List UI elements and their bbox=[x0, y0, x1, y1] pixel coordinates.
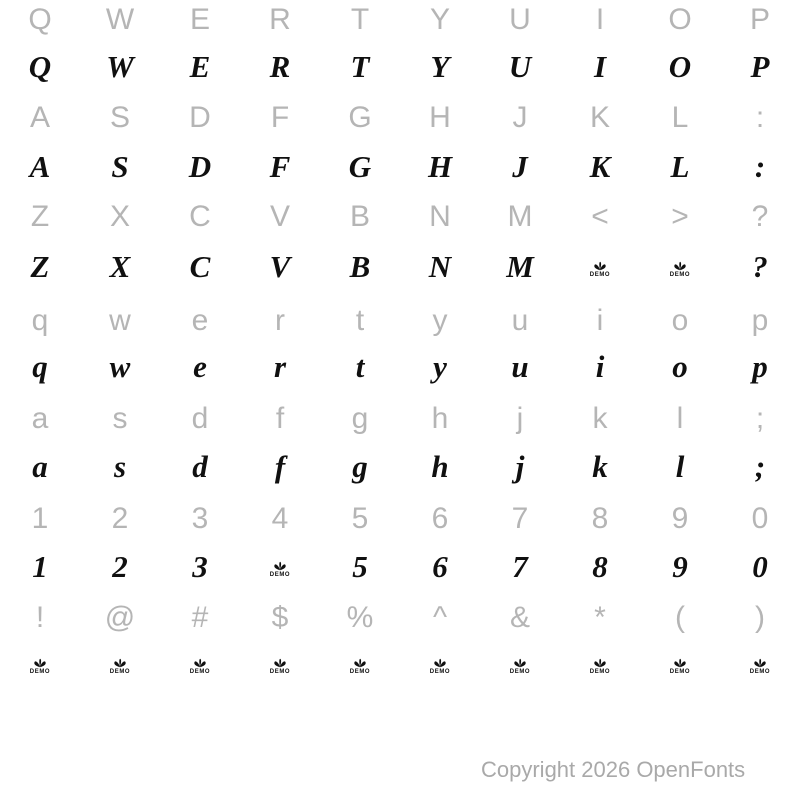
glyph-cell: d bbox=[191, 402, 209, 435]
glyph-cell: P bbox=[750, 48, 770, 84]
demo-placeholder-glyph bbox=[670, 657, 690, 675]
glyph-cell: 5 bbox=[351, 502, 369, 535]
glyph-cell: # bbox=[191, 601, 209, 634]
glyph-cell: j bbox=[516, 402, 524, 435]
glyph-cell: 2 bbox=[112, 548, 128, 584]
demo-placeholder-glyph bbox=[750, 657, 770, 675]
glyph-cell: u bbox=[511, 304, 529, 337]
glyph-cell: r bbox=[275, 304, 285, 337]
glyph-row-reference bbox=[0, 499, 800, 539]
glyph-cell: > bbox=[671, 200, 689, 233]
fleuron-icon bbox=[752, 657, 768, 668]
glyph-cell: R bbox=[269, 48, 291, 84]
glyph-cell: J bbox=[512, 101, 528, 134]
glyph-cell: M bbox=[506, 248, 534, 284]
demo-placeholder-glyph bbox=[590, 260, 610, 278]
glyph-cell: o bbox=[672, 348, 688, 384]
glyph-cell: K bbox=[589, 148, 611, 184]
glyph-row-reference bbox=[0, 301, 800, 341]
glyph-cell bbox=[560, 647, 640, 680]
glyph-cell: 8 bbox=[592, 548, 608, 584]
glyph-cell: L bbox=[671, 101, 689, 134]
fleuron-icon bbox=[432, 657, 448, 668]
glyph-cell: N bbox=[428, 248, 452, 284]
glyph-cell: W bbox=[106, 48, 134, 84]
glyph-cell: ( bbox=[675, 601, 685, 634]
glyph-cell: 9 bbox=[671, 502, 689, 535]
glyph-cell: 6 bbox=[431, 502, 449, 535]
glyph-cell: 0 bbox=[751, 502, 769, 535]
demo-placeholder-glyph bbox=[270, 560, 290, 578]
glyph-cell: U bbox=[508, 48, 532, 84]
demo-placeholder-glyph bbox=[430, 657, 450, 675]
glyph-cell: i bbox=[595, 348, 605, 384]
glyph-cell bbox=[640, 647, 720, 680]
glyph-cell: Z bbox=[30, 200, 50, 233]
glyph-cell: V bbox=[269, 200, 290, 233]
demo-placeholder-glyph bbox=[590, 657, 610, 675]
glyph-cell: R bbox=[269, 3, 291, 36]
glyph-cell: % bbox=[346, 601, 374, 634]
fleuron-icon bbox=[272, 657, 288, 668]
demo-label: DEMO bbox=[669, 668, 691, 675]
glyph-cell: I bbox=[595, 3, 605, 36]
fleuron-icon bbox=[112, 657, 128, 668]
glyph-row-reference bbox=[0, 98, 800, 138]
glyph-cell: i bbox=[596, 304, 604, 337]
glyph-cell: l bbox=[675, 448, 685, 484]
glyph-cell: * bbox=[594, 601, 606, 634]
glyph-cell: t bbox=[355, 304, 365, 337]
glyph-cell bbox=[480, 647, 560, 680]
fleuron-icon bbox=[672, 260, 688, 271]
demo-label: DEMO bbox=[749, 668, 771, 675]
glyph-cell: g bbox=[352, 448, 368, 484]
glyph-cell: J bbox=[512, 148, 528, 184]
demo-placeholder-glyph bbox=[350, 657, 370, 675]
demo-label: DEMO bbox=[109, 668, 131, 675]
glyph-cell: B bbox=[349, 200, 370, 233]
glyph-row-demo bbox=[0, 42, 800, 90]
glyph-cell: 4 bbox=[271, 502, 289, 535]
glyph-cell: 8 bbox=[591, 502, 609, 535]
fleuron-icon bbox=[32, 657, 48, 668]
glyph-cell: p bbox=[751, 304, 769, 337]
glyph-cell bbox=[400, 647, 480, 680]
demo-label: DEMO bbox=[269, 571, 291, 578]
glyph-cell: T bbox=[350, 3, 370, 36]
glyph-cell: h bbox=[431, 402, 449, 435]
glyph-cell: D bbox=[189, 101, 211, 134]
glyph-cell: Q bbox=[28, 3, 52, 36]
glyph-cell bbox=[160, 647, 240, 680]
glyph-cell: q bbox=[32, 348, 48, 384]
glyph-cell: G bbox=[348, 101, 372, 134]
glyph-cell: C bbox=[189, 248, 211, 284]
glyph-cell: L bbox=[670, 148, 690, 184]
fleuron-icon bbox=[592, 260, 608, 271]
glyph-cell: B bbox=[349, 248, 371, 284]
glyph-cell: S bbox=[109, 101, 130, 134]
glyph-cell: ; bbox=[755, 402, 765, 435]
glyph-cell: g bbox=[351, 402, 369, 435]
glyph-cell bbox=[0, 647, 80, 680]
glyph-cell: O bbox=[668, 48, 692, 84]
glyph-cell bbox=[80, 647, 160, 680]
glyph-cell: l bbox=[676, 402, 684, 435]
glyph-cell: H bbox=[429, 101, 451, 134]
demo-label: DEMO bbox=[269, 668, 291, 675]
glyph-cell: 7 bbox=[511, 502, 529, 535]
glyph-cell: A bbox=[29, 101, 50, 134]
glyph-row-demo bbox=[0, 442, 800, 490]
demo-placeholder-glyph bbox=[270, 657, 290, 675]
glyph-cell: < bbox=[591, 200, 609, 233]
glyph-cell: p bbox=[752, 348, 768, 384]
glyph-cell: E bbox=[189, 48, 211, 84]
glyph-cell: 3 bbox=[192, 548, 208, 584]
glyph-cell: t bbox=[355, 348, 365, 384]
glyph-cell: y bbox=[433, 348, 447, 384]
demo-placeholder-glyph bbox=[110, 657, 130, 675]
glyph-cell bbox=[240, 550, 320, 583]
fleuron-icon bbox=[352, 657, 368, 668]
glyph-cell: w bbox=[109, 348, 131, 384]
demo-placeholder-glyph bbox=[510, 657, 530, 675]
glyph-cell: I bbox=[593, 48, 607, 84]
glyph-cell: 9 bbox=[672, 548, 688, 584]
glyph-cell: $ bbox=[271, 601, 289, 634]
glyph-cell: ^ bbox=[432, 601, 448, 634]
glyph-cell: F bbox=[269, 148, 291, 184]
glyph-cell: ? bbox=[751, 200, 769, 233]
glyph-cell: 0 bbox=[752, 548, 768, 584]
glyph-row-demo bbox=[0, 242, 800, 290]
copyright-text: Copyright 2026 OpenFonts bbox=[481, 757, 746, 782]
glyph-cell: U bbox=[509, 3, 531, 36]
glyph-row-reference bbox=[0, 399, 800, 439]
glyph-row-reference bbox=[0, 197, 800, 237]
demo-label: DEMO bbox=[669, 271, 691, 278]
glyph-cell: o bbox=[671, 304, 689, 337]
demo-label: DEMO bbox=[29, 668, 51, 675]
glyph-cell bbox=[720, 647, 800, 680]
glyph-cell: O bbox=[668, 3, 692, 36]
glyph-cell bbox=[240, 647, 320, 680]
glyph-cell: E bbox=[189, 3, 210, 36]
glyph-row-reference bbox=[0, 0, 800, 40]
demo-label: DEMO bbox=[509, 668, 531, 675]
fleuron-icon bbox=[592, 657, 608, 668]
glyph-cell: e bbox=[193, 348, 207, 384]
glyph-row-demo bbox=[0, 542, 800, 590]
glyph-cell: f bbox=[274, 448, 286, 484]
glyph-cell: W bbox=[105, 3, 135, 36]
glyph-cell: N bbox=[429, 200, 451, 233]
glyph-cell: e bbox=[191, 304, 209, 337]
fleuron-icon bbox=[672, 657, 688, 668]
glyph-cell: ; bbox=[754, 448, 766, 484]
glyph-cell bbox=[320, 647, 400, 680]
glyph-cell: h bbox=[431, 448, 449, 484]
glyph-cell: r bbox=[273, 348, 287, 384]
glyph-cell: 1 bbox=[32, 548, 48, 584]
glyph-cell: s bbox=[113, 448, 127, 484]
glyph-cell: w bbox=[109, 304, 131, 337]
glyph-cell: 3 bbox=[191, 502, 209, 535]
glyph-row-demo bbox=[0, 639, 800, 687]
fleuron-icon bbox=[272, 560, 288, 571]
glyph-cell: ) bbox=[755, 601, 765, 634]
glyph-cell: u bbox=[511, 348, 529, 384]
glyph-cell: @ bbox=[104, 601, 136, 634]
glyph-cell: K bbox=[589, 101, 610, 134]
glyph-cell: k bbox=[592, 448, 608, 484]
demo-placeholder-glyph bbox=[190, 657, 210, 675]
glyph-cell: 1 bbox=[31, 502, 49, 535]
glyph-cell: X bbox=[109, 200, 130, 233]
glyph-cell: j bbox=[515, 448, 525, 484]
demo-label: DEMO bbox=[589, 668, 611, 675]
glyph-cell: G bbox=[348, 148, 372, 184]
glyph-cell: V bbox=[269, 248, 291, 284]
demo-label: DEMO bbox=[189, 668, 211, 675]
glyph-cell: Q bbox=[28, 48, 52, 84]
glyph-cell: : bbox=[754, 148, 766, 184]
glyph-cell: F bbox=[270, 101, 290, 134]
glyph-cell: 6 bbox=[432, 548, 448, 584]
glyph-cell: f bbox=[275, 402, 285, 435]
glyph-cell: S bbox=[111, 148, 129, 184]
glyph-row-reference bbox=[0, 598, 800, 638]
glyph-row-demo bbox=[0, 342, 800, 390]
glyph-cell: C bbox=[189, 200, 211, 233]
glyph-cell: 2 bbox=[111, 502, 129, 535]
glyph-cell: X bbox=[109, 248, 131, 284]
demo-placeholder-glyph bbox=[670, 260, 690, 278]
glyph-cell: T bbox=[350, 48, 370, 84]
glyph-cell: d bbox=[192, 448, 208, 484]
glyph-cell: P bbox=[749, 3, 770, 36]
demo-label: DEMO bbox=[589, 271, 611, 278]
fleuron-icon bbox=[192, 657, 208, 668]
demo-label: DEMO bbox=[429, 668, 451, 675]
glyph-cell: M bbox=[507, 200, 533, 233]
glyph-cell: a bbox=[31, 402, 49, 435]
glyph-cell: Y bbox=[430, 48, 450, 84]
glyph-cell: D bbox=[188, 148, 212, 184]
glyph-cell bbox=[640, 250, 720, 283]
glyph-cell: y bbox=[432, 304, 448, 337]
demo-placeholder-glyph bbox=[30, 657, 50, 675]
glyph-cell: & bbox=[509, 601, 530, 634]
glyph-cell: Z bbox=[30, 248, 50, 284]
glyph-cell: ! bbox=[35, 601, 45, 634]
glyph-cell: k bbox=[592, 402, 608, 435]
glyph-cell: a bbox=[32, 448, 48, 484]
glyph-cell: ? bbox=[752, 248, 768, 284]
glyph-cell: s bbox=[112, 402, 128, 435]
glyph-cell bbox=[560, 250, 640, 283]
glyph-cell: 7 bbox=[512, 548, 528, 584]
glyph-cell: 5 bbox=[352, 548, 368, 584]
glyph-cell: A bbox=[29, 148, 51, 184]
glyph-cell: H bbox=[427, 148, 453, 184]
glyph-cell: Y bbox=[429, 3, 450, 36]
glyph-cell: : bbox=[755, 101, 765, 134]
demo-label: DEMO bbox=[349, 668, 371, 675]
glyph-cell: q bbox=[31, 304, 49, 337]
fleuron-icon bbox=[512, 657, 528, 668]
glyph-row-demo bbox=[0, 142, 800, 190]
